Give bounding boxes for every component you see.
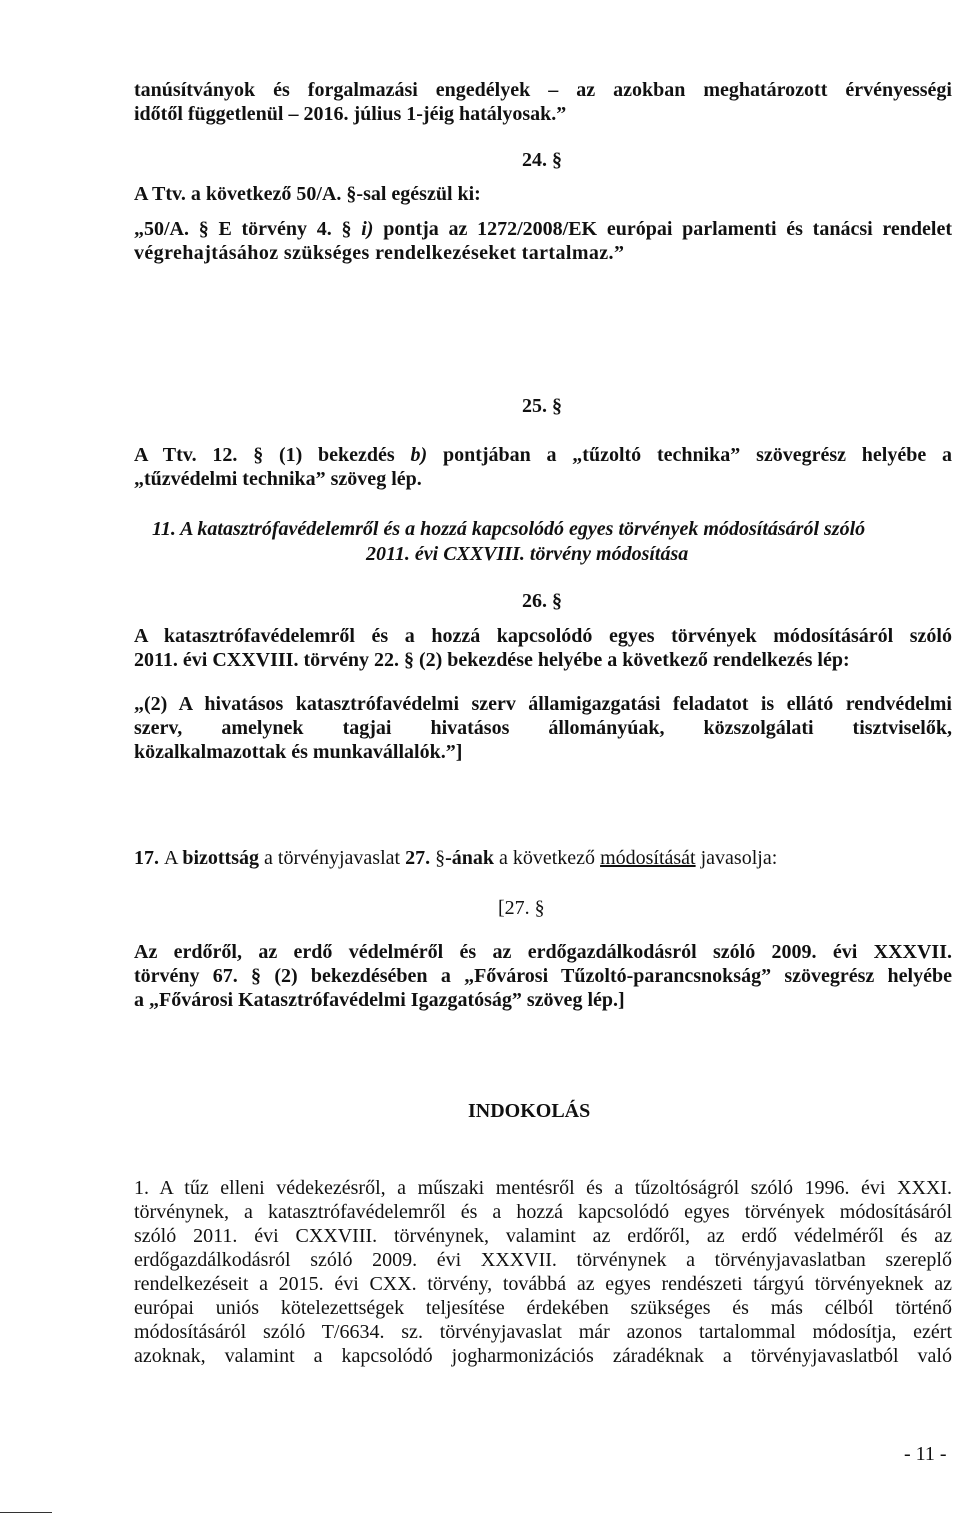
quoted-provision-line: szerv, amelynek tagjai hivatásos állományúak, közszolgálati tisztviselők, bbox=[134, 717, 952, 739]
paragraph-line: a „Fővárosi Katasztrófavédelmi Igazgatóság” szöveg lép.] bbox=[134, 989, 625, 1011]
paragraph-line: végrehajtásához szükséges rendelkezéseket tartalmaz.” bbox=[134, 242, 625, 264]
section-title: INDOKOLÁS bbox=[468, 1100, 591, 1122]
paragraph-line: 2011. évi CXXVIII. törvény 22. § (2) bekezdése helyébe a következő rendelkezés lép: bbox=[134, 649, 850, 671]
reasoning-line: európai uniós kötelezettségek teljesítése érdekében szükséges és más célból történő bbox=[134, 1297, 952, 1319]
section-number: [27. § bbox=[498, 897, 545, 919]
scan-edge-line bbox=[0, 1512, 52, 1513]
section-number: 24. § bbox=[522, 149, 562, 171]
paragraph-line: A Ttv. 12. § (1) bekezdés b) pontjában a „tűzoltó technika” szövegrész helyébe a bbox=[134, 444, 952, 466]
reasoning-line: szóló 2011. évi CXXVIII. törvénynek, valamint az erdőről, az erdő védelméről és az bbox=[134, 1225, 952, 1247]
reasoning-line: erdőgazdálkodásról szóló 2009. évi XXXVII. törvénynek a törvényjavaslatban szereplő bbox=[134, 1249, 952, 1271]
paragraph-line: időtől függetlenül – 2016. július 1-jéig hatályosak.” bbox=[134, 103, 567, 125]
paragraph-line: A Ttv. a következő 50/A. §-sal egészül ki: bbox=[134, 183, 481, 205]
amendment-item: 17. A bizottság a törvényjavaslat 27. §-ának a következő módosítását javasolja: bbox=[134, 847, 778, 869]
reasoning-line: azoknak, valamint a kapcsolódó jogharmonizációs záradéknak a törvényjavaslatból való bbox=[134, 1345, 952, 1367]
quoted-provision-line: „(2) A hivatásos katasztrófavédelmi szerv államigazgatási feladatot is ellátó rendvédelmi bbox=[134, 693, 952, 715]
paragraph-line: „tűzvédelmi technika” szöveg lép. bbox=[134, 468, 422, 490]
paragraph-line: törvény 67. § (2) bekezdésében a „Fővárosi Tűzoltó-parancsnokság” szövegrész helyébe bbox=[134, 965, 952, 987]
reasoning-line: 1. A tűz elleni védekezésről, a műszaki mentésről és a tűzoltóságról szóló 1996. évi XXXI. bbox=[134, 1177, 952, 1199]
section-number: 25. § bbox=[522, 395, 562, 417]
subtitle-heading: 11. A katasztrófavédelemről és a hozzá kapcsolódó egyes törvények módosításáról szóló bbox=[152, 518, 866, 540]
paragraph-line: „50/A. § E törvény 4. § i) pontja az 1272/2008/EK európai parlamenti és tanácsi rendelet bbox=[134, 218, 952, 240]
section-number: 26. § bbox=[522, 590, 562, 612]
page-number: - 11 - bbox=[904, 1443, 947, 1465]
paragraph-line: Az erdőről, az erdő védelméről és az erdőgazdálkodásról szóló 2009. évi XXXVII. bbox=[134, 941, 952, 963]
quoted-provision-line: közalkalmazottak és munkavállalók.”] bbox=[134, 741, 463, 763]
reasoning-line: törvénynek, a katasztrófavédelemről és a hozzá kapcsolódó egyes törvények módosításáról bbox=[134, 1201, 952, 1223]
reasoning-line: rendelkezéseit a 2015. évi CXX. törvény, továbbá az egyes rendészeti tárgyú törvényeknek az bbox=[134, 1273, 952, 1295]
paragraph-line: A katasztrófavédelemről és a hozzá kapcsolódó egyes törvények módosításáról szóló bbox=[134, 625, 952, 647]
subtitle-heading: 2011. évi CXXVIII. törvény módosítása bbox=[366, 543, 689, 565]
paragraph-line: tanúsítványok és forgalmazási engedélyek – az azokban meghatározott érvényességi bbox=[134, 79, 952, 101]
reasoning-line: módosításáról szóló T/6634. sz. törvényjavaslat már azonos tartalommal módosítja, ezért bbox=[134, 1321, 952, 1343]
